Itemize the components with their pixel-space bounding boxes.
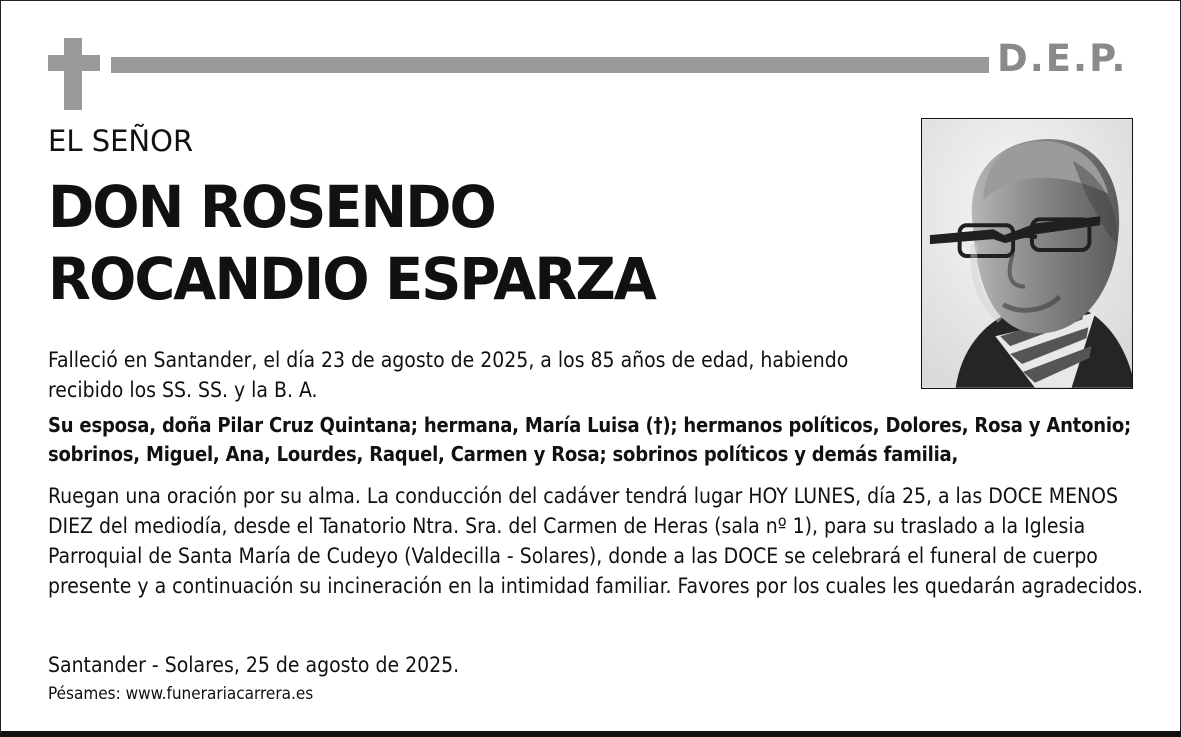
person-title-prefix: EL SEÑOR (48, 124, 194, 158)
deceased-name (48, 171, 864, 315)
funeral-service-details: Ruegan una oración por su alma. La conducción del cadáver tendrá lugar HOY LUNES, día 25, a las DOCE MENOS DIEZ del mediodía, desde el Tanatorio Ntra. Sra. del Carmen de Heras (sala nº 1), para su traslado a la Iglesia Parroquial de Santa María de Cudeyo (Valdecilla - Solares), donde a las DOCE se celebrará el funeral de cuerpo presente y a continuación su incineración en la intimidad familiar. Favores por los cuales les quedarán agradecidos. (48, 484, 1143, 598)
deceased-name-line-2: ROCANDIO ESPARZA (48, 245, 655, 313)
family-list: Su esposa, doña Pilar Cruz Quintana; hermana, María Luisa (†); hermanos políticos, Dolores, Rosa y Antonio; sobrinos, Miguel, Ana, Lourdes, Raquel, Carmen y Rosa; sobrinos políticos y demás familia, (48, 413, 1131, 466)
dep-label: D.E.P. (997, 37, 1128, 80)
cross-icon (48, 38, 100, 110)
header-rule (111, 57, 989, 73)
condolences-website: Pésames: www.funerariacarrera.es (48, 684, 314, 704)
place-and-date: Santander - Solares, 25 de agosto de 2025. (48, 653, 460, 677)
deceased-name-line-1: DON ROSENDO (48, 173, 495, 241)
death-announcement: Falleció en Santander, el día 23 de agosto de 2025, a los 85 años de edad, habiendo recibido los SS. SS. y la B. A. (48, 348, 849, 402)
deceased-photo (921, 118, 1133, 389)
